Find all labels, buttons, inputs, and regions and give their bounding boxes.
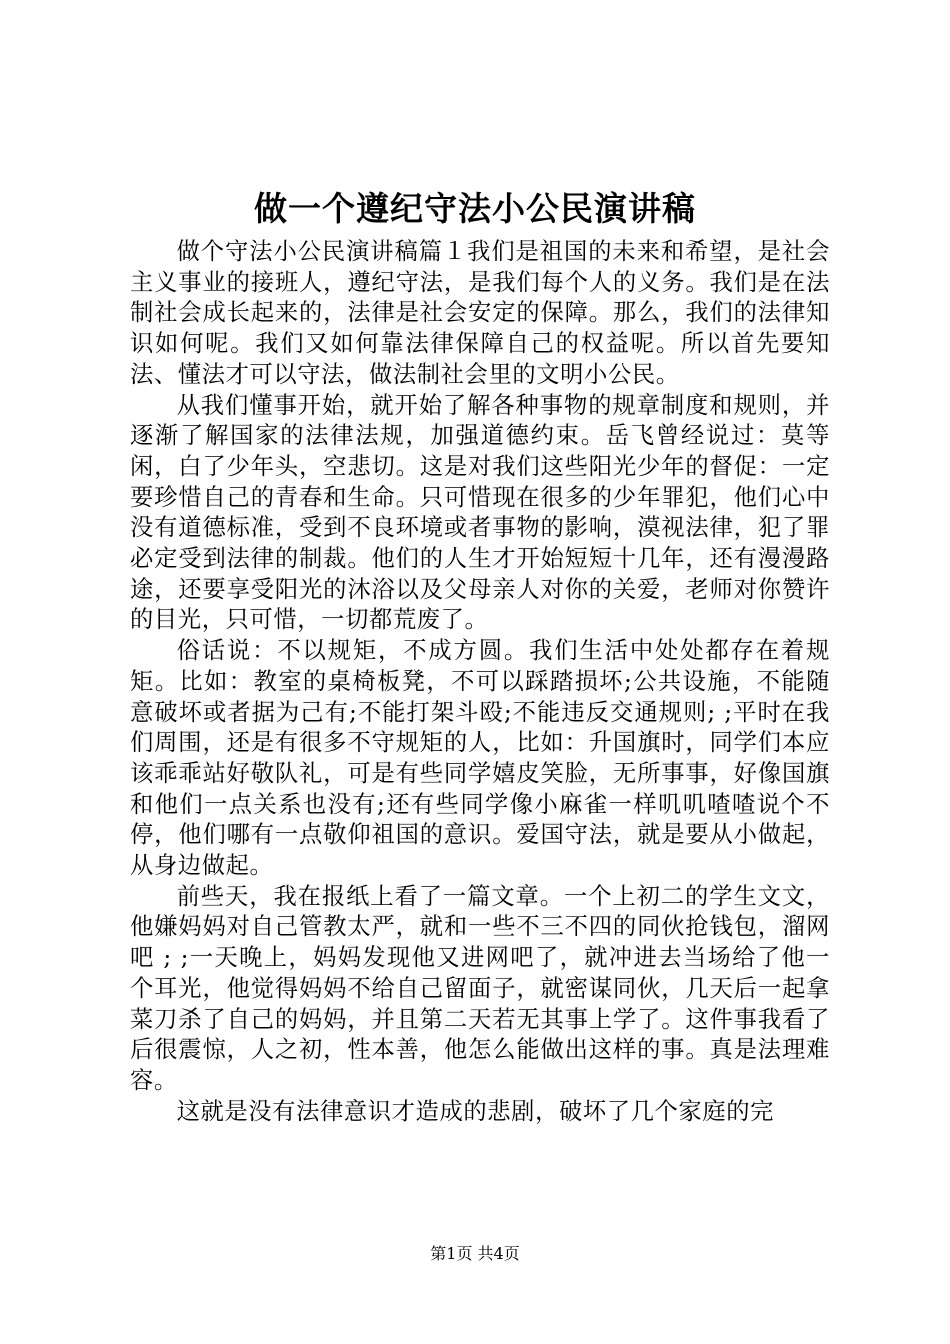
paragraph-4: 前些天，我在报纸上看了一篇文章。一个上初二的学生文文，他嫌妈妈对自己管教太严，就和一些不三不四的同伙抢钱包，溜网吧 ; ;一天晚上，妈妈发现他又进网吧了，就冲进去当场给了他一个耳光，他觉得妈妈不给自己留面子，就密谋同伙，几天后一起拿菜刀杀了自己的妈妈，并且第二天若无其事上学了。这件事我看了后很震惊，人之初，性本善，他怎么能做出这样的事。真是法理难容。 [130,882,830,1094]
paragraph-5: 这就是没有法律意识才造成的悲剧，破坏了几个家庭的完 [176,1097,775,1125]
paragraph-2: 从我们懂事开始，就开始了解各种事物的规章制度和规则，并逐渐了解国家的法律法规，加强道德约束。岳飞曾经说过：莫等闲，白了少年头，空悲切。这是对我们这些阳光少年的督促：一定要珍惜自己的青春和生命。只可惜现在很多的少年罪犯，他们心中没有道德标准，受到不良环境或者事物的影响，漠视法律，犯了罪必定受到法律的制裁。他们的人生才开始短短十几年，还有漫漫路途，还要享受阳光的沐浴以及父母亲人对你的关爱，老师对你赞许的目光，只可惜，一切都荒废了。 [130,391,830,634]
paragraph-1: 做个守法小公民演讲稿篇１我们是祖国的未来和希望，是社会主义事业的接班人，遵纪守法，是我们每个人的义务。我们是在法制社会成长起来的，法律是社会安定的保障。那么，我们的法律知识如何呢。我们又如何靠法律保障自己的权益呢。所以首先要知法、懂法才可以守法，做法制社会里的文明小公民。 [130,238,830,388]
page-number-footer: 第1页 共4页 [430,1244,520,1263]
document-body [130,237,830,1127]
document-title: 做一个遵纪守法小公民演讲稿 [254,189,696,228]
paragraph-3: 俗话说：不以规矩，不成方圆。我们生活中处处都存在着规矩。比如：教室的桌椅板凳，不可以踩踏损坏;公共设施，不能随意破坏或者据为己有;不能打架斗殴;不能违反交通规则; ;平时在我们周围，还是有很多不守规矩的人，比如：升国旗时，同学们本应该乖乖站好敬队礼，可是有些同学嬉皮笑脸，无所事事，好像国旗和他们一点关系也没有;还有些同学像小麻雀一样叽叽喳喳说个不停，他们哪有一点敬仰祖国的意识。爱国守法，就是要从小做起，从身边做起。 [130,637,831,880]
